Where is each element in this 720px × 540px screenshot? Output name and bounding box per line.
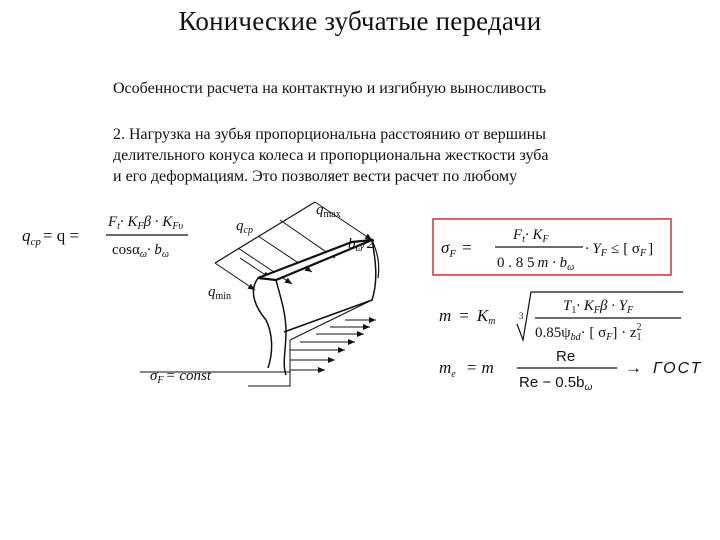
label-b-w: $b_\omega/2$: [348, 236, 375, 254]
slide-title: Конические зубчатые передачи: [178, 6, 542, 36]
label-q-max: $q_{max}$: [316, 202, 341, 220]
svg-text:qcp= q =: $q_{cp} = q$ =: [22, 226, 80, 248]
formula-q-numerator: $F_t\cdot K_F\beta \cdot K_{F\upsilon}$: [108, 214, 184, 232]
label-q-cp: $q_{cp}$: [236, 218, 253, 236]
paragraph-line: и его деформациям. Это позволяет вести расчет по любому: [113, 168, 518, 185]
arrow-icon: →: [625, 358, 642, 377]
svg-text:· YF≤[ σF]: · $Y_F$ ≤ [ $\sigma_F$ ]: [585, 241, 654, 259]
label-q-min: $q_{min}$: [208, 284, 232, 302]
me-denominator: $Re - 0.5b_\omega$: [519, 374, 593, 393]
gost-label: ГОСТ: [653, 360, 703, 377]
formula-me: [433, 345, 718, 395]
formula-q-denominator: $\cos\alpha_\omega\cdot b_\omega$: [112, 242, 169, 260]
svg-text:me= m: $m_e = m$: [439, 358, 494, 380]
label-sigma-const: $\sigma_F$ = const: [150, 368, 212, 386]
svg-text:Ft· KF: $F_t\cdot K_F$: [513, 227, 549, 245]
svg-text:m=Km: m = Km: [439, 306, 496, 327]
svg-text:T1· KFβ · YF: $T_1\cdot K_F\beta \cdot Y_F$: [563, 298, 634, 316]
paragraph-line: делительного конуса колеса и пропорциональна жесткости зуба: [113, 147, 549, 164]
me-numerator: Re: [556, 348, 576, 365]
formula-sigma-f: [433, 219, 673, 277]
tooth-load-diagram: [140, 200, 400, 390]
svg-text:σF=: $\sigma_F$ =: [441, 238, 472, 260]
paragraph: [113, 124, 603, 187]
formula-m: [433, 288, 703, 348]
svg-text:0.85ψbd· [ σF] · z12: $0.85\psi_{bd}\cdot$ [ $\sigma_F] \cdot z_12$: [535, 322, 642, 343]
svg-text:0 . 8 5m · bω: 0 . 8 5 $m \cdot b_\omega$: [497, 255, 575, 273]
paragraph-line: 2. Нагрузка на зубья пропорциональна расстоянию от вершины: [113, 126, 546, 143]
slide-subtitle: Особенности расчета на контактную и изгибную выносливость: [113, 80, 547, 97]
root-index: 3: [519, 311, 524, 321]
